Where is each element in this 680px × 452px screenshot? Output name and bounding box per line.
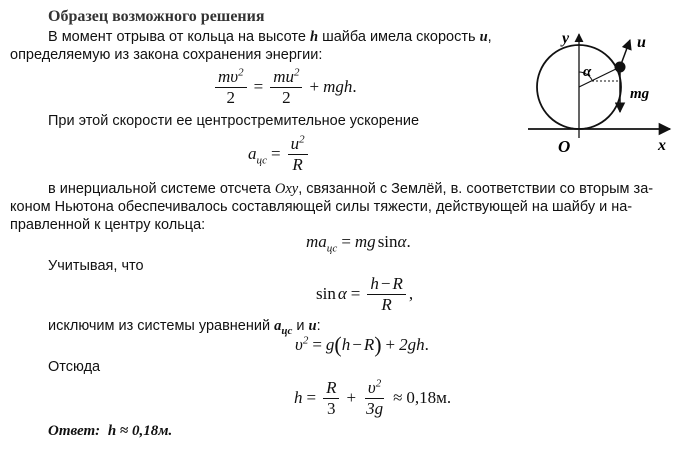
answer-var: h (107, 423, 117, 439)
fraction-denominator: 3 (327, 398, 336, 418)
fraction-denominator: R (292, 154, 303, 174)
velocity-label: u (637, 34, 646, 51)
section-heading: Образец возможного решения (48, 8, 265, 25)
2gh-term: 2gh (399, 335, 425, 354)
fraction-h-minus-r (367, 275, 405, 314)
mg-term: mg (354, 232, 376, 251)
sin-function: sin (377, 232, 398, 251)
fraction-denominator: R (381, 294, 392, 314)
text-hence: Отсюда (48, 359, 101, 375)
r-term: R (363, 335, 375, 354)
equation-velocity (295, 332, 429, 358)
period: . (424, 335, 429, 354)
puck-dot (615, 62, 626, 73)
equation-result (294, 374, 451, 422)
equation-energy (212, 66, 357, 108)
intro-text-b: шайба имела скорость (318, 29, 480, 45)
minus-sign: − (352, 335, 362, 354)
equals-sign: = (350, 284, 361, 303)
answer-approx: ≈ (120, 423, 129, 439)
alpha-symbol: α (397, 232, 407, 251)
x-axis-label: x (658, 137, 666, 154)
text-eliminate: исключим из системы уравнений $a_{цс}$ и u: (48, 318, 321, 337)
equation-sin-alpha (316, 272, 413, 316)
h-symbol: h (294, 388, 303, 407)
para3-line-1: в инерциальной системе отсчета Oxy, связанной с Землёй, в. соответствии со вторым за- (48, 181, 654, 197)
period: . (352, 77, 357, 96)
fraction-kinetic-final (270, 68, 302, 107)
para3-line-2: коном Ньютона обеспечивалось составляющей силы тяжести, действующей на шайбу и на- (10, 199, 633, 215)
fraction-numerator: R (323, 379, 339, 399)
fraction-v2-over-3g (363, 379, 386, 418)
fraction-numerator: $u^2$ (288, 135, 308, 155)
plus-sign: + (346, 388, 357, 407)
equation-newton (306, 229, 411, 255)
v-squared: $\upsilon^2$ (295, 334, 309, 354)
intro-text-a: В момент отрыва от кольца на высоте (48, 29, 310, 45)
fraction-numerator: $m\upsilon^2$ (215, 68, 247, 88)
equation-centripetal (248, 132, 311, 176)
answer-label: Ответ: (48, 423, 101, 439)
alpha-label: α (583, 64, 592, 80)
intro-text-c: , (487, 29, 492, 45)
g-term: g (325, 335, 335, 354)
equals-sign: = (306, 388, 317, 407)
paren-close: ) (374, 332, 382, 357)
var-u: u (308, 318, 317, 334)
ma-term: $ma_{цс}$ (306, 232, 338, 255)
mg-label: mg (630, 86, 650, 102)
equals-sign: = (312, 335, 322, 354)
fraction-kinetic-initial (215, 68, 247, 107)
equals-sign: = (341, 232, 351, 251)
fraction-numerator: h − R (367, 275, 405, 295)
sin-function: sin (316, 284, 336, 303)
potential-term: mgh (323, 77, 353, 96)
var-a-cs: $a_{цс}$ (274, 318, 293, 337)
accel-symbol: $a_{цс}$ (248, 144, 268, 167)
h-term: h (341, 335, 351, 354)
y-axis-label: y (562, 30, 570, 47)
fraction-denominator: 2 (226, 87, 236, 107)
period: . (406, 232, 411, 251)
fraction-denominator: 2 (282, 87, 291, 107)
plus-sign: + (385, 335, 396, 354)
text-given: Учитывая, что (48, 258, 144, 274)
fraction-numerator: $mu^2$ (270, 68, 302, 88)
fraction-r-over-3 (323, 379, 339, 418)
answer-value: 0,18м. (131, 423, 173, 439)
frame-oxy: Oxy (274, 181, 299, 197)
fraction-numerator: $\upsilon^2$ (365, 379, 384, 399)
para3-line-3: правленной к центру кольца: (10, 217, 206, 233)
fraction-u2-over-r (288, 135, 308, 174)
result-value: 0,18м. (406, 388, 452, 407)
text-centripetal: При этой скорости ее центростремительное ускорение (48, 113, 420, 129)
alpha-symbol: α (337, 284, 347, 303)
var-h: h (309, 29, 319, 45)
approx-sign: ≈ (393, 388, 403, 407)
equals-sign: = (253, 77, 264, 96)
fraction-denominator: 3g (366, 398, 384, 418)
origin-label: O (558, 137, 571, 156)
plus-sign: + (309, 77, 320, 96)
intro-line-1 (48, 29, 492, 46)
comma: , (408, 284, 414, 303)
equals-sign: = (271, 144, 281, 163)
intro-line-2: определяемую из закона сохранения энергии: (10, 47, 323, 63)
var-u: u (479, 29, 488, 45)
answer-line (48, 423, 172, 440)
ring-diagram (500, 20, 680, 180)
paren-open: ( (334, 332, 342, 357)
